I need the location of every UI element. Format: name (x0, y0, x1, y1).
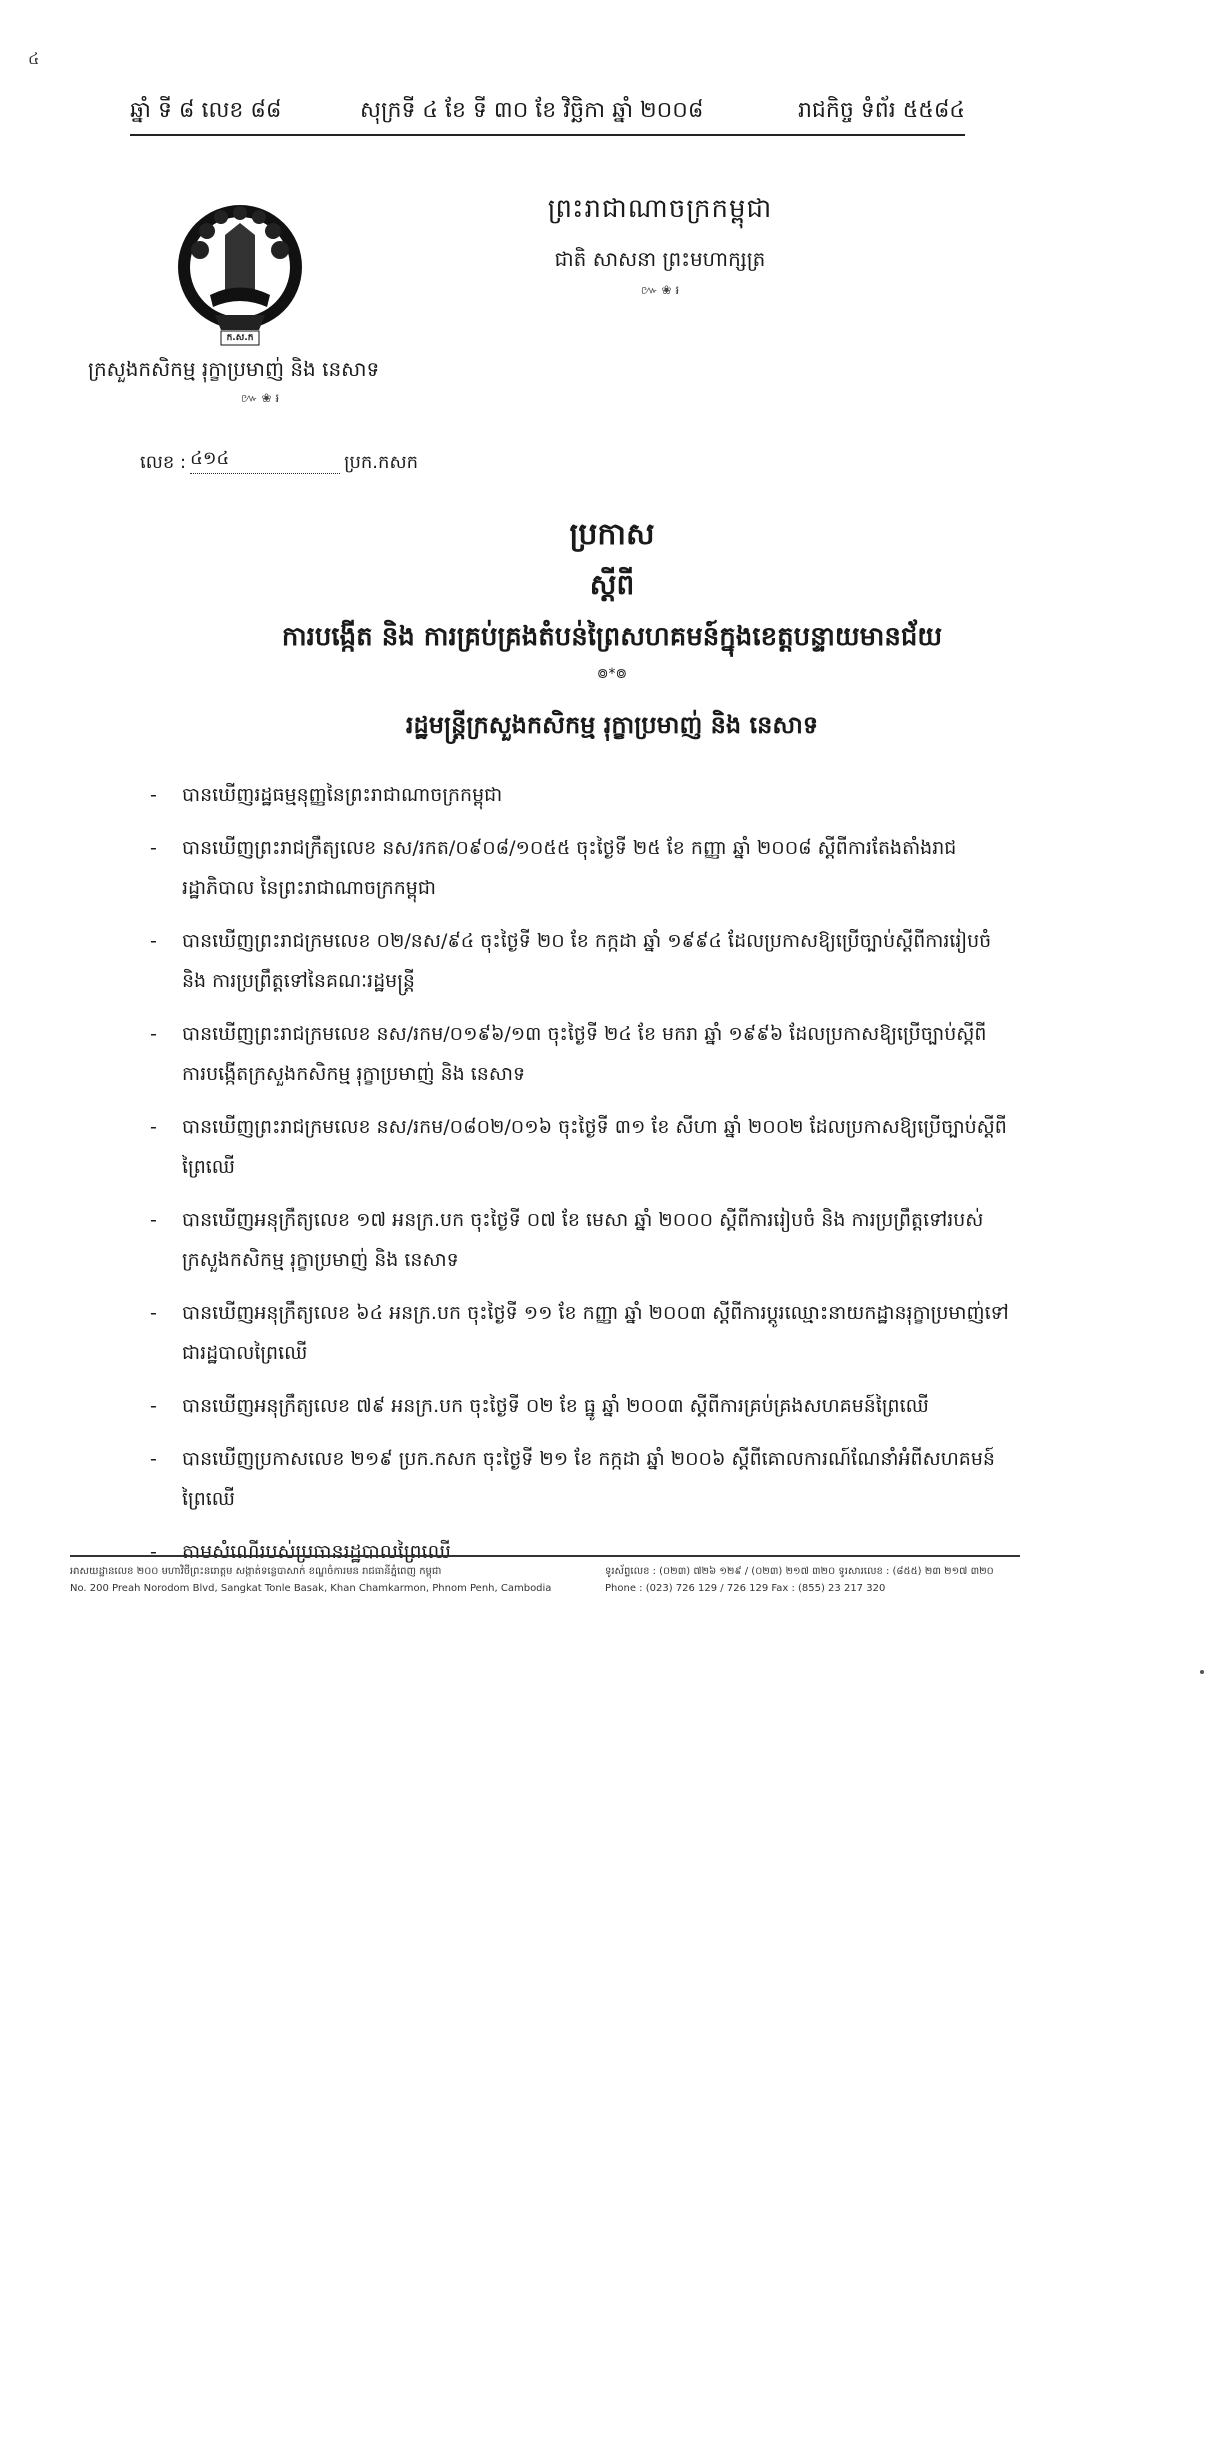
gazette-date: សុក្រទី ៤ ខែ ទី ៣០ ខែ វិច្ឆិកា ឆ្នាំ ២០០៨ (360, 98, 704, 123)
list-item: - បានឃើញព្រះរាជក្រមលេខ នស/រកម/០១៩៦/១៣ ចុះថ្ងៃទី ២៤ ខែ មករា ឆ្នាំ ១៩៩៦ ដែលប្រកាសឱ្យប្រើច្បាប់ស្តីពីការបង្កើតក្រសួងកសិកម្ម រុក្ខាប្រមាញ់ និង នេសាទ (150, 1023, 987, 1085)
reference-number (140, 450, 418, 478)
gazette-header (130, 96, 965, 136)
list-item: - បានឃើញអនុក្រឹត្យលេខ ៧៩ អនក្រ.បក ចុះថ្ងៃទី ០២ ខែ ធ្នូ ឆ្នាំ ២០០៣ ស្តីពីការគ្រប់គ្រងសហគមន៍ព្រៃឈើ (150, 1395, 929, 1417)
list-item: - បានឃើញព្រះរាជក្រឹត្យលេខ នស/រកត/០៩០៨/១០៥៥ ចុះថ្ងៃទី ២៥ ខែ កញ្ញា ឆ្នាំ ២០០៨ ស្តីពីការតែងតាំងរាជរដ្ឋាភិបាល នៃព្រះរាជាណាចក្រកម្ពុជា (150, 837, 957, 899)
footer-phone-english: Phone : (023) 726 129 / 726 129 Fax : (855) 23 217 320 (605, 1583, 886, 1594)
document-subject: ការបង្កើត និង ការគ្រប់គ្រងតំបន់ព្រៃសហគមន៍ក្នុងខេត្តបន្ទាយមានជ័យ (281, 622, 943, 652)
list-item: - បានឃើញអនុក្រឹត្យលេខ ១៧ អនក្រ.បក ចុះថ្ងៃទី ០៧ ខែ មេសា ឆ្នាំ ២០០០ ស្តីពីការរៀបចំ និង ការប្រព្រឹត្តទៅរបស់ក្រសួងកសិកម្ម រុក្ខាប្រមាញ់ និង នេសាទ (150, 1209, 984, 1271)
list-item: - បានឃើញអនុក្រឹត្យលេខ ៦៤ អនក្រ.បក ចុះថ្ងៃទី ១១ ខែ កញ្ញា ឆ្នាំ ២០០៣ ស្តីពីការប្តូរឈ្មោះនាយកដ្ឋានរុក្ខាប្រមាញ់ទៅជារដ្ឋបាលព្រៃឈើ (150, 1302, 1009, 1364)
footer-phone-khmer: ទូរស័ព្ទលេខ : (០២៣) ៧២៦ ១២៩ / (០២៣) ២១៧ ៣២០ ទូរសារលេខ : (៨៥៥) ២៣ ២១៧ ៣២០ (605, 1566, 994, 1577)
list-item: - បានឃើញព្រះរាជក្រមលេខ នស/រកម/០៨០២/០១៦ ចុះថ្ងៃទី ៣១ ខែ សីហា ឆ្នាំ ២០០២ ដែលប្រកាសឱ្យប្រើច្បាប់ស្តីពីព្រៃឈើ (150, 1116, 1007, 1178)
kingdom-title: ព្រះរាជាណាចក្រកម្ពុជា (547, 194, 773, 224)
document-type: ប្រកាស (569, 517, 655, 552)
footer-contact (605, 1563, 1045, 1597)
issuing-minister: រដ្ឋមន្ត្រីក្រសួងកសិកម្ម រុក្ខាប្រមាញ់ និង នេសាទ (405, 711, 819, 739)
header-divider (130, 134, 965, 136)
gazette-year-issue: ឆ្នាំ ទី ៨ លេខ ៨៨ (130, 98, 282, 123)
ornament-divider-ministry: ៚ ❀ ៛ (240, 391, 280, 405)
national-motto: ជាតិ សាសនា ព្រះមហាក្សត្រ (554, 247, 766, 271)
royal-emblem-icon (155, 195, 325, 350)
ornament-divider: ៚ ❀ ៛ (640, 283, 680, 297)
ministry-name: ក្រសួងកសិកម្ម រុក្ខាប្រមាញ់ និង នេសាទ (88, 357, 380, 381)
gazette-page-number: រាជកិច្ច ទំព័រ ៥៥៨៤ (797, 98, 965, 123)
list-item: - បានឃើញប្រកាសលេខ ២១៩ ប្រក.កសក ចុះថ្ងៃទី ២១ ខែ កក្កដា ឆ្នាំ ២០០៦ ស្តីពីគោលការណ៍ណែនាំអំពីសហគមន៍ព្រៃឈើ (150, 1448, 995, 1510)
title-separator: ៙*៙ (596, 666, 628, 682)
list-item: - បានឃើញរដ្ឋធម្មនុញ្ញនៃព្រះរាជាណាចក្រកម្ពុជា (150, 784, 503, 806)
reference-handwritten-number: ៤១៤ (190, 446, 340, 474)
page-corner-mark: ៤ (28, 49, 40, 68)
footer-address (70, 1563, 590, 1597)
footer-divider (70, 1555, 1020, 1557)
emblem-caption: ក.ស.ក (226, 333, 254, 343)
document-about: ស្តីពី (589, 568, 635, 601)
reference-prefix: លេខ : (140, 452, 187, 473)
footer-address-khmer: អាសយដ្ឋានលេខ ២០០ មហាវិថីព្រះនរោត្តម សង្កាត់ទន្លេបាសាក់ ខណ្ឌចំការមន រាជធានីភ្នំពេញ កម្ពុជា (70, 1566, 442, 1577)
reference-suffix: ប្រក.កសក (344, 452, 419, 473)
footer-address-english: No. 200 Preah Norodom Blvd, Sangkat Tonle Basak, Khan Chamkarmon, Phnom Penh, Cambodia (70, 1583, 552, 1594)
list-item: - តាមសំណើរបស់ប្រធានរដ្ឋបាលព្រៃឈើ (150, 1541, 451, 1563)
legal-basis-list (150, 775, 1010, 1585)
scan-speck (1200, 1670, 1204, 1674)
list-item: - បានឃើញព្រះរាជក្រមលេខ ០២/នស/៩៤ ចុះថ្ងៃទី ២០ ខែ កក្កដា ឆ្នាំ ១៩៩៤ ដែលប្រកាសឱ្យប្រើច្បាប់ស្តីពីការរៀបចំ និង ការប្រព្រឹត្តទៅនៃគណៈរដ្ឋមន្ត្រី (150, 930, 992, 992)
